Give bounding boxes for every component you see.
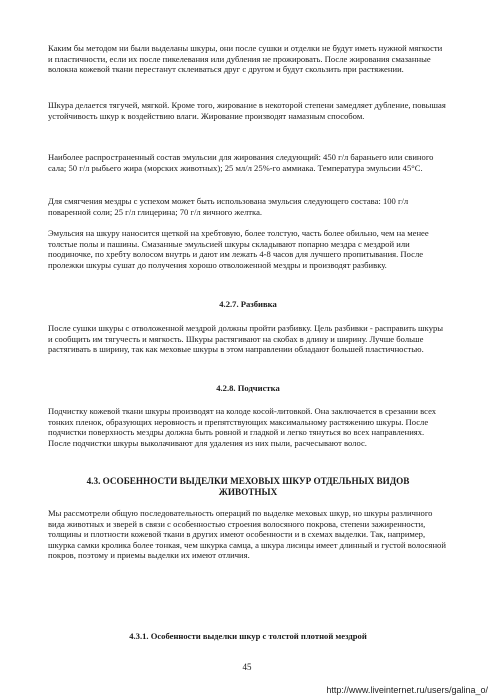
- heading-razbivka: 4.2.7. Разбивка: [219, 299, 277, 309]
- paragraph-7: Подчистку кожевой ткани шкуры производят на колоде косой-литовкой. Она заключается в срезании всех тонких пленок, образующих неровность и препятствующих максимальному растяжению шкуры. После подчистки поверхность мездры должна быть ровной и гладкой и легко тянуться во всех направлениях. После подчистки шкуры выколачивают для удаления из них пыли, расчесывают волос.: [48, 406, 437, 448]
- paragraph-8: Мы рассмотрели общую последовательность операций по выделке меховых шкур, но шкуры различного вида животных и зверей в связи с особенностью строения волосяного покрова, степени зажиренности, толщины и плотности кожевой ткани в других имеют особенности и в схемах выделки. Так, например, шкурка самки кролика более тонкая, чем шкурка самца, а шкура лисицы имеет длинный и густой волосяной покров, поэтому и приемы выделки их имеют отличия.: [48, 508, 446, 561]
- heading-section-4-3-1: 4.3.1. Особенности выделки шкур с толстой плотной мездрой: [129, 631, 367, 641]
- paragraph-5: Эмульсия на шкуру наносится щеткой на хребтовую, более толстую, часть более обильно, чем на менее толстые полы и пашины. Смазанные эмульсией шкуры складывают попарно мездра с мездрой или поодиночке, по хребту волосом внутрь и дают им лежать 4-8 часов для лучшего пропитывания. После пролежки шкуры сушат до получения хорошо отволоженной мездры и производят разбивку.: [48, 228, 429, 270]
- page-number: 45: [242, 662, 252, 672]
- paragraph-3: Наиболее распространенный состав эмульсии для жирования следующий: 450 г/л бараньего или свиного сала; 50 г/л рыбьего жира (морских животных); 25 мл/л 25%-го аммиака. Температура эмульсии 45°С.: [48, 152, 434, 173]
- paragraph-4: Для смягчения мездры с успехом может быть использована эмульсия следующего состава: 100 г/л поваренной соли; 25 г/л глицерина; 70 г/л яичного желтка.: [48, 196, 409, 217]
- heading-podchistka: 4.2.8. Подчистка: [216, 383, 280, 393]
- paragraph-1: Каким бы методом ни были выделаны шкуры, они после сушки и отделки не будут иметь нужной мягкости и пластичности, если их после пикелевания или дубления не прожировать. После жирования смазанные волокна кожевой ткани перестанут склеиваться друг с другом и будут скользить при растяжении.: [48, 43, 443, 75]
- paragraph-2: Шкура делается тягучей, мягкой. Кроме того, жирование в некоторой степени замедляет дубление, повышая устойчивость шкур к воздействию влаги. Жирование производят намазным способом.: [48, 100, 446, 121]
- watermark-url: http://www.liveinternet.ru/users/galina_o/: [326, 685, 488, 695]
- heading-section-4-3: 4.3. ОСОБЕННОСТИ ВЫДЕЛКИ МЕХОВЫХ ШКУР ОТДЕЛЬНЫХ ВИДОВ ЖИВОТНЫХ: [86, 476, 410, 497]
- paragraph-6: После сушки шкуры с отволоженной мездрой должны пройти разбивку. Цель разбивки - расправить шкуры и сообщить им тягучесть и мягкость. Шкуры растягивают на скобах в длину и ширину. Лучше больше растягивать в ширину, так как меховые шкуры в этом направлении обладают большей пластичностью.: [48, 323, 444, 355]
